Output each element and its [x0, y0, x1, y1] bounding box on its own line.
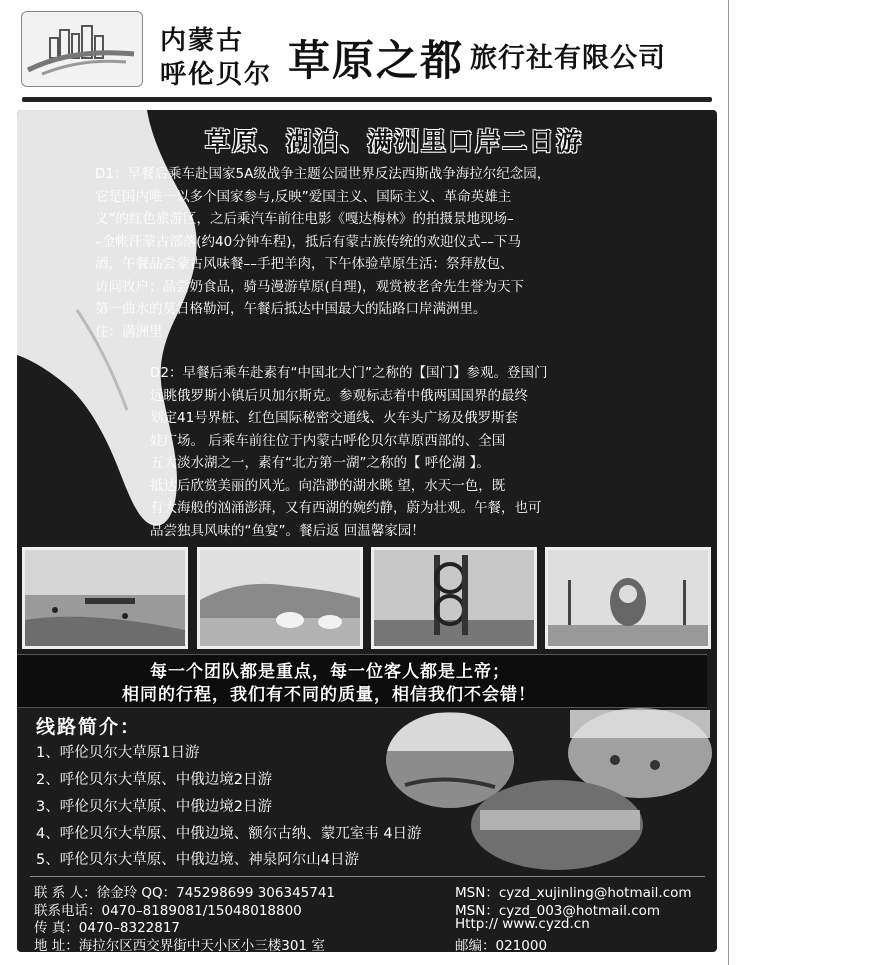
route-item: 4、呼伦贝尔大草原、中俄边境、额尔古纳、蒙兀室韦 4日游 [36, 826, 422, 842]
contact-fax: 传 真：0470–8322817 [34, 920, 181, 936]
company-logo [21, 11, 143, 87]
routes-title: 线路简介： [36, 716, 142, 738]
route-item: 2、呼伦贝尔大草原、中俄边境2日游 [36, 772, 272, 788]
contact-postcode: 邮编：021000 [455, 938, 548, 954]
route-item: 5、呼伦贝尔大草原、中俄边境、神泉阿尔山4日游 [36, 852, 359, 868]
company-type: 旅行社有限公司 [470, 43, 666, 74]
header-divider [22, 97, 712, 102]
tour-title: 草原、湖泊、满洲里口岸二日游 [205, 127, 584, 156]
contact-msn-2[interactable]: MSN：cyzd_003@hotmail.com [455, 903, 661, 919]
photo-strip [22, 547, 712, 647]
photo-yurt-camp [197, 547, 363, 649]
route-item: 3、呼伦贝尔大草原、中俄边境2日游 [36, 799, 272, 815]
day2-itinerary: D2：早餐后乘车赴素有“中国北大门”之称的【国门】参观。登国门 远眺俄罗斯小镇后贝加尔斯克。参观标志着中俄两国国界的最终 划定41号界桩、红色国际秘密交通线、火车头广场及俄罗斯套 娃广场。 后乘车前往位于内蒙古呼伦贝尔草原西部的、全国 五大淡水湖之一，素有“北方第一湖”之称的【 呼伦湖 】。 抵达后欣赏美丽的风光。向浩渺的湖水眺 望，水天一色，既 有大海般的汹涌澎湃，又有西湖的婉约静，蔚为壮观。午餐，也可 品尝独具风味的“鱼宴”。餐后返 回温馨家园！ [150, 365, 548, 539]
brand-name: 草原之都 [288, 36, 465, 85]
contact-website[interactable]: Http:// www.cyzd.cn [455, 916, 590, 932]
photo-horse-riders [22, 547, 188, 649]
region-line-2: 呼伦贝尔 [160, 60, 273, 90]
contact-divider [30, 876, 705, 877]
scenic-oval-photos [385, 705, 715, 870]
region-line-1: 内蒙古 [160, 26, 245, 56]
contact-msn-1[interactable]: MSN：cyzd_xujinling@hotmail.com [455, 885, 692, 901]
slogan-line-1: 每一个团队都是重点，每一位客人都是上帝； [150, 662, 510, 682]
slogan-line-2: 相同的行程，我们有不同的质量，相信我们不会错！ [122, 685, 536, 705]
route-item: 1、呼伦贝尔大草原1日游 [36, 745, 200, 761]
photo-matryoshka-square [545, 547, 711, 649]
skyline-logo-icon [22, 12, 142, 86]
photo-prayer-wheels [371, 547, 537, 649]
day1-itinerary: D1：早餐后乘车赴国家5A级战争主题公园世界反法西斯战争海拉尔纪念园， 它是国内唯一以多个国家参与,反映”爱国主义、国际主义、革命英雄主 义”的红色旅游区，之后乘汽车前往电影《嘎达梅林》的拍摄景地现场– –金帐汗蒙古部落(约40分钟车程)，抵后有蒙古族传统的欢迎仪式––下马 酒，午餐品尝蒙古风味餐––手把羊肉，下午体验草原生活：祭拜敖包、 访问牧户；品尝奶食品，骑马漫游草原(自理)，观赏被老舍先生誉为天下 第一曲水的莫日格勒河，午餐后抵达中国最大的陆路口岸满洲里。 住：满洲里 [95, 166, 551, 340]
contact-phone: 联系电话：0470–8189081/15048018800 [34, 903, 302, 919]
contact-person: 联 系 人：徐金玲 QQ：745298699 306345741 [34, 885, 336, 901]
contact-address: 地 址：海拉尔区西交界街中天小区小三楼301 室 [34, 938, 325, 954]
